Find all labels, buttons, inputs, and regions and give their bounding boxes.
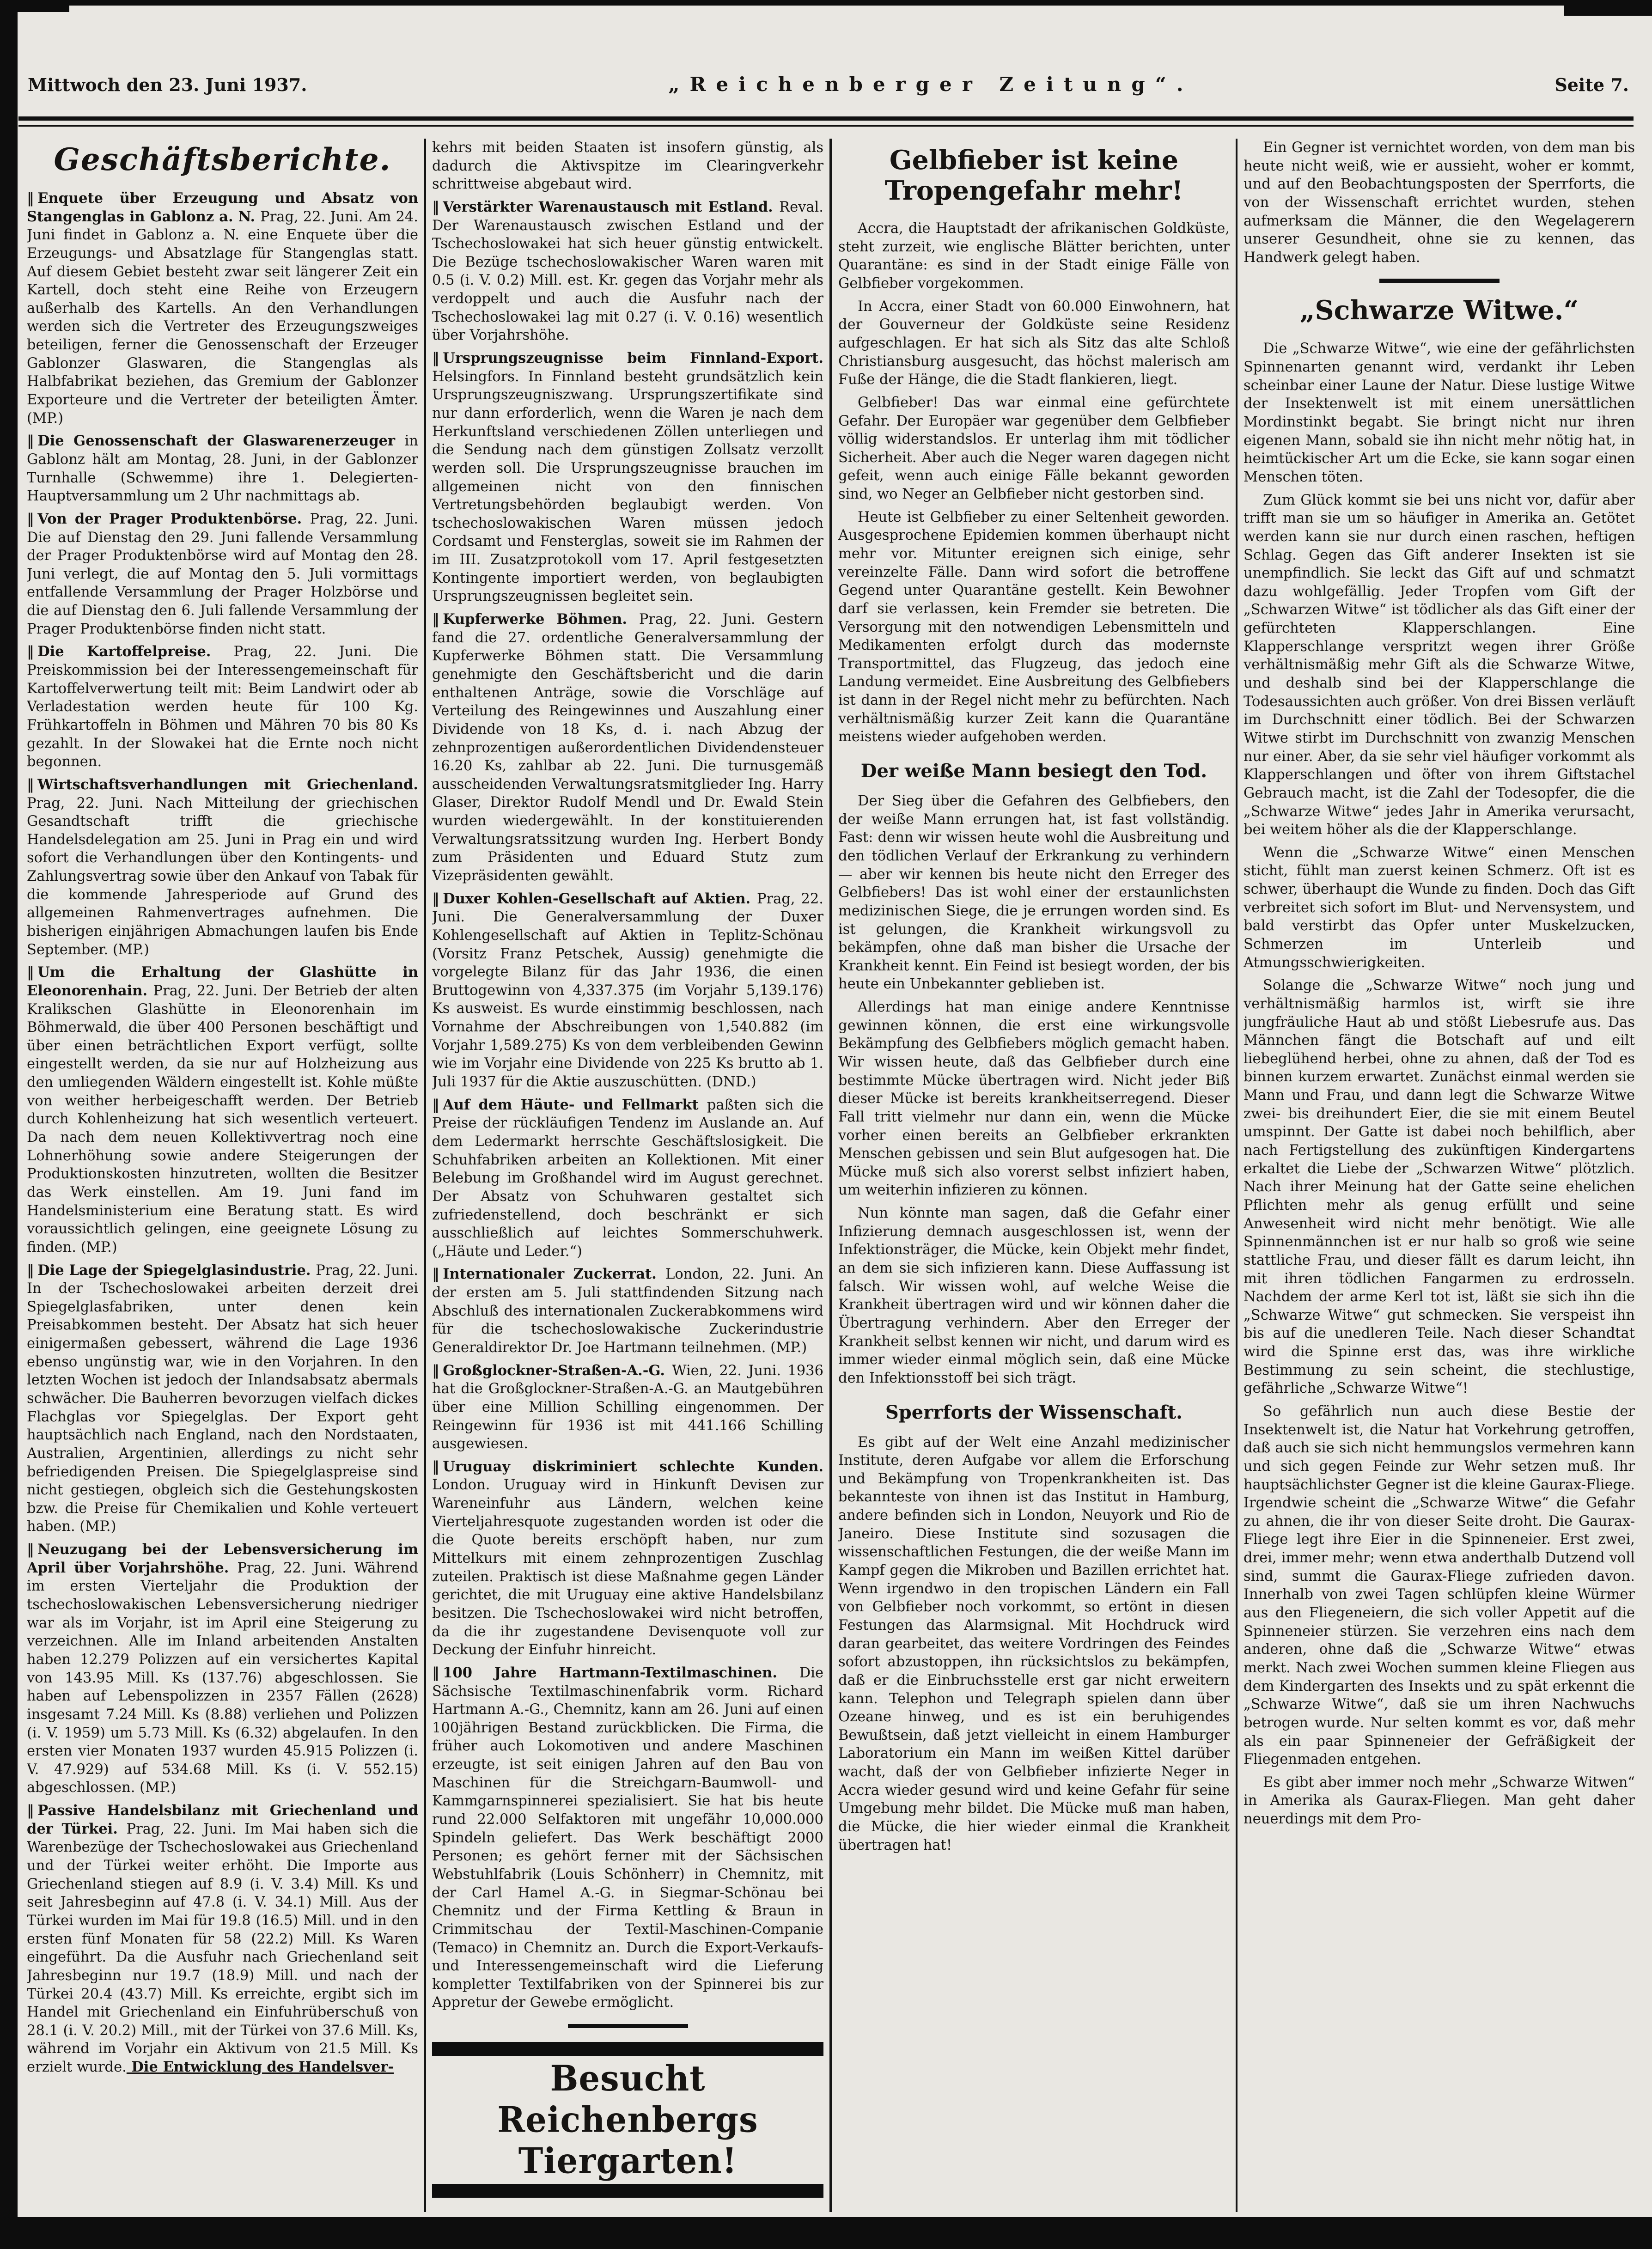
paragraph-mark: ‖ [432, 890, 439, 907]
paragraph-mark: ‖ [432, 1266, 439, 1283]
article-lead: Auf dem Häute- und Fellmarkt [443, 1096, 707, 1113]
article-lead: Duxer Kohlen-Gesellschaft auf Aktien. [443, 890, 757, 907]
paragraph: Accra, die Hauptstadt der afrikanischen Goldküste, steht zurzeit, wie englische Blätter berichten, unter Quarantäne: es sind in der Stadt einige Fälle von Gelbfieber vorgekommen. [838, 220, 1230, 292]
article-paragraph [432, 890, 823, 1091]
issue-date: Mittwoch den 23. Juni 1937. [28, 74, 307, 95]
section-subhead: Sperrforts der Wissenschaft. [885, 1401, 1183, 1423]
article-paragraph [27, 510, 418, 638]
article-text: paßten sich die Preise der rückläufigen Tendenz im Auslande an. Auf dem Ledermarkt herrschte Geschäftslosigkeit. Die Schuhfabriken arbeiten an Kollektionen. Mit einer Belebung im Großhandel wird im August gerechnet. Der Absatz von Schuhwaren gestaltet sich zufriedenstellend, doch beschränkt er sich ausschließlich auf leichtes Sommerschuhwerk. („Häute und Leder.“) [432, 1097, 823, 1260]
column-3-yellow-fever-article [838, 139, 1230, 2212]
article-lead: Die Kartoffelpreise. [37, 643, 234, 660]
article-lead: 100 Jahre Hartmann-Textilmaschinen. [443, 1664, 799, 1681]
article-paragraph [27, 1262, 418, 1536]
article-paragraph [27, 643, 418, 771]
article-text: in Gablonz hält am Montag, 28. Juni, in der Gablonzer Turnhalle (Schwemme) ihre 1. Delegierten-Hauptversammlung um 2 Uhr nachmittags ab. [27, 433, 418, 505]
article-paragraph [432, 349, 823, 606]
article-text: Prag, 22. Juni. Am 24. Juni findet in Gablonz a. N. eine Enquete über die Erzeugungs- und Absatzlage für Stangenglas statt. Auf diesem Gebiet besteht zwar seit längerer Zeit ein Kartell, doch steht eine Reihe von Erzeugern außerhalb des Kartells. An den Verhandlungen werden sich die Vertreter des Erzeugungszweiges beteiligen, ferner die Genossenschaft der Erzeuger Gablonzer Glaswaren, die Stangenglas als Halbfabrikat beziehen, das Gremium der Gablonzer Exporteure und die Vertreter der beteiligten Ämter. (MP.) [27, 208, 418, 427]
paragraph: Ein Gegner ist vernichtet worden, von dem man bis heute nicht weiß, wie er aussieht, woher er kommt, und auf den Beobachtungsposten der Sperrforts, die von der Wissenschaft errichtet wurden, stehen aufmerksam die Männer, die den Wegelagerern unserer Gesundheit, ohne sie zu kennen, das Handwerk gelegt haben. [1244, 140, 1635, 266]
article-lead: Verstärkter Warenaustausch mit Estland. [443, 198, 780, 215]
article-text: Prag, 22. Juni. Die auf Dienstag den 29. Juni fallende Versammlung der Prager Produktenbörse wird auf Montag den 28. Juni verlegt, die auf Montag den 5. Juli vormittags entfallende Versammlung der Prager Holzbörse und die auf Dienstag den 6. Juli fallende Versammlung der Prager Produktenbörse finden nicht statt. [27, 511, 418, 637]
paragraph: In Accra, einer Stadt von 60.000 Einwohnern, hat der Gouverneur der Goldküste seine Residenz aufgeschlagen. Er hat sich als Sitz das alte Schloß Christiansburg ausgesucht, das höchst malerisch am Fuße der Hänge, die die Stadt flankieren, liegt. [838, 298, 1230, 388]
paragraph: Es gibt aber immer noch mehr „Schwarze Witwen“ in Amerika als Gaurax-Fliegen. Man geht daher neuerdings mit dem Pro- [1244, 1774, 1635, 1828]
paragraph: Nun könnte man sagen, daß die Gefahr einer Infizierung demnach ausgeschlossen ist, wenn der Infektionsträger, die Mücke, kein Objekt mehr findet, an dem sie sich infizieren kann. Diese Auffassung ist falsch. Wir wissen wohl, auf welche Weise die Krankheit übertragen wird und wir können daher die Übertragung verhindern. Aber den Erreger der Krankheit selbst kennen wir nicht, und darum wird es immer wieder einmal möglich sein, daß eine Mücke den Infektionsstoff bei sich trägt. [838, 1205, 1230, 1386]
paragraph-mark: ‖ [27, 433, 34, 450]
column-layout [27, 139, 1635, 2212]
article-paragraph [432, 198, 823, 345]
article-paragraph [27, 1541, 418, 1797]
scan-edge-bottom [0, 2217, 1652, 2249]
paragraph-mark: ‖ [432, 350, 439, 367]
ad-text: Besucht Reichenbergs Tiergarten! [497, 2057, 758, 2182]
article-text: Prag, 22. Juni. Die Preiskommission bei der Interessengemeinschaft für Kartoffelverwertung teilt mit: Beim Landwirt oder ab Verladestation werden heute für 100 Kg. Frühkartoffeln in Böhmen und Mähren 70 bis 80 Ks gezahlt. In der Slowakei hat die Ernte noch nicht begonnen. [27, 644, 418, 770]
article-text: Prag, 22. Juni. Während im ersten Vierteljahr die Produktion der tschechoslowakischen Lebensversicherung niedriger war als im Vorjahr, ist im April eine Steigerung zu verzeichnen. Alle im Inland arbeitenden Anstalten haben 12.279 Polizzen auf ein versichertes Kapital von 143.95 Mill. Ks (137.76) abgeschlossen. Sie haben auf Lebenspolizzen in 2357 Fällen (2628) insgesamt 7.24 Mill. Ks (8.88) verliehen und Polizzen (i. V. 1959) um 5.73 Mill. Ks (6.32) abgelaufen. In den ersten vier Monaten 1937 wurden 45.915 Polizzen (i. V. 47.929) auf 534.68 Mill. Ks (i. V. 552.15) abgeschlossen. (MP.) [27, 1560, 418, 1796]
column-divider-rule [1236, 139, 1237, 2212]
article-text: London. Uruguay wird in Hinkunft Devisen zur Wareneinfuhr aus Ländern, welchen keine Vierteljahresquote zugestanden worden ist oder die die Quote bereits erschöpft haben, nur zum Mittelkurs mit einem zehnprozentigen Zuschlag zuteilen. Praktisch ist diese Maßnahme gegen Länder gerichtet, die mit Uruguay eine aktive Handelsbilanz besitzen. Die Tschechoslowakei wird nicht betroffen, da die ihr zugestandene Devisenquote voll zur Deckung der Einfuhr hinreicht. [432, 1477, 823, 1658]
scan-edge-left [0, 0, 18, 2249]
article-paragraph [27, 1802, 418, 2077]
paragraph: Solange die „Schwarze Witwe“ noch jung und verhältnismäßig harmlos ist, wirft sie ihre jungfräuliche Haut ab und stößt Liebesrufe aus. Das Männchen fängt die Botschaft auf und eilt liebeglühend herbei, ohne zu ahnen, daß der Tod es binnen kurzem erwartet. Zunächst einmal werden sie Mann und Frau, und dann legt die Schwarze Witwe zwei- bis dreihundert Eier, die sie mit einem Beutel umspinnt. Der Gatte ist dabei noch behilflich, aber nach Fertigstellung des zukünftigen Kindergartens erkaltet die Liebe der „Schwarzen Witwe“ plötzlich. Nach ihrer Meinung hat der Gatte seine ehelichen Pflichten mehr als genug erfüllt und seine Anwesenheit wird nicht mehr benötigt. Wie alle Spinnenmännchen ist er nur halb so groß wie seine stattliche Frau, und dieser fällt es darum leicht, ihn mit ihren tödlichen Fangarmen zu erdrosseln. Nachdem der arme Kerl tot ist, läßt sie sich ihn die „Schwarze Witwe“ gut schmecken. Sie verspeist ihn bis auf die unedleren Teile. Nach dieser Schandtat wird die Spinne erst das, was ihre wirkliche Bestimmung zu sein scheint, die stechlustige, gefährliche „Schwarze Witwe“! [1244, 977, 1635, 1397]
paragraph-mark: ‖ [27, 510, 34, 527]
article-paragraph [27, 432, 418, 506]
paragraph: Allerdings hat man einige andere Kenntnisse gewinnen können, die erst eine wirkungsvolle Bekämpfung des Gelbfiebers möglich gemacht haben. Wir wissen heute, daß das Gelbfieber durch eine bestimmte Mücke übertragen wird. Nicht jeder Biß dieser Mücke ist bereits krankheitserregend. Dieser Fall tritt vielmehr nur dann ein, wenn die Mücke vorher einen bereits an Gelbfieber erkrankten Menschen gebissen und sein Blut aufgesogen hat. Die Mücke muß sich also vorerst selbst infiziert haben, um weiterhin infizieren zu können. [838, 999, 1230, 1199]
catchline: Die Entwicklung des Handelsver- [126, 2059, 394, 2076]
article-lead: Um die Erhaltung der Glashütte in Eleonorenhain. [27, 964, 418, 999]
article-text: Wien, 22. Juni. 1936 hat die Großglockner-Straßen-A.-G. an Mautgebühren über eine Million Schilling eingenommen. Der Reingewinn für 1936 ist mit 441.166 Schilling ausgewiesen. [432, 1362, 823, 1452]
paragraph-mark: ‖ [432, 1362, 439, 1379]
column-2-business-reports [432, 139, 823, 2212]
paragraph: Die „Schwarze Witwe“, wie eine der gefährlichsten Spinnenarten genannt wird, verdankt ihr Leben scheinbar einer Laune der Natur. Diese lustige Witwe der Insektenwelt ist mit einem unersättlichen Mordinstinkt begabt. Sie bringt nicht nur ihren eigenen Mann, sobald sie ihn nicht mehr nötig hat, in heimtückischer Art um die Ecke, sie kann sogar einen Menschen töten. [1244, 341, 1635, 485]
article-paragraph [27, 776, 418, 959]
paragraph-mark: ‖ [432, 1664, 439, 1681]
paragraph: Heute ist Gelbfieber zu einer Seltenheit geworden. Ausgesprochene Epidemien kommen überhaupt nicht mehr vor. Mitunter ereignen sich einige, sehr vereinzelte Fälle. Dann wird sofort die betroffene Gegend unter Quarantäne gestellt. Kein Bewohner darf sie verlassen, kein Fremder sie betreten. Die Versorgung mit den notwendigen Lebensmitteln und Medikamenten erfolgt durch das modernste Transportmittel, das Flugzeug, das jedoch eine Landung vermeidet. Eine Ausbreitung des Gelbfiebers ist dann in der Regel nicht mehr zu befürchten. Nach verhältnismäßig kurzer Zeit kann die Quarantäne meistens wieder aufgehoben werden. [838, 509, 1230, 745]
article-text: Helsingfors. In Finnland besteht grundsätzlich kein Ursprungszeugniszwang. Ursprungszertifikate sind nur dann erforderlich, wenn die Waren je nach dem Herkunftsland verschiedenen Zöllen unterliegen und die Sendung nach dem günstigen Zollsatz verzollt werden soll. Die Ursprungszeugnisse brauchen im allgemeinen nicht von den finnischen Vertretungsbehörden beglaubigt werden. Von tschechoslowakischen Waren müssen jedoch Cordsamt und Fensterglas, soweit sie im Rahmen der im III. Zusatzprotokoll vom 17. April festgesetzten Kontingente importiert werden, von beglaubigten Ursprungszeugnissen begleitet sein. [432, 368, 823, 605]
article-headline: „Schwarze Witwe.“ [1299, 295, 1579, 326]
paragraph: Gelbfieber! Das war einmal eine gefürchtete Gefahr. Der Europäer war gegenüber dem Gelbfieber völlig widerstandslos. Er unterlag ihm mit tödlicher Sicherheit. Aber auch die Neger waren dagegen nicht gefeit, wenn auch einige Fälle bekannt geworden sind, wo Neger an Gelbfieber nicht gestorben sind. [838, 394, 1230, 503]
article-paragraph [27, 963, 418, 1256]
article-text: Prag, 22. Juni. Im Mai haben sich die Warenbezüge der Tschechoslowakei aus Griechenland und der Türkei weiter erhöht. Die Importe aus Griechenland stiegen auf 8.9 (i. V. 3.4) Mill. Ks und seit Jahresbeginn auf 47.8 (i. V. 34.1) Mill. Aus der Türkei wurden im Mai für 19.8 (16.5) Mill. und in den ersten fünf Monaten für 58 (22.2) Mill. Ks Waren eingeführt. Da die Ausfuhr nach Griechenland seit Jahresbeginn nur 19.7 (18.9) Mill. und nach der Türkei 20.4 (43.7) Mill. Ks erreichte, ergibt sich im Handel mit Griechenland ein Einfuhrüberschuß von 28.1 (i. V. 20.2) Mill., mit der Türkei von 37.6 Mill. Ks, während im Vorjahr ein Aktivum von 21.5 Mill. Ks erzielt wurde. [27, 1821, 418, 2076]
article-text: Prag, 22. Juni. Die Generalversammlung der Duxer Kohlengesellschaft auf Aktien in Teplitz-Schönau (Vorsitz Franz Petschek, Aussig) genehmigte die vorgelegte Bilanz für das Jahr 1936, die einen Bruttogewinn von 4,337.375 (im Vorjahr 5,139.176) Ks ausweist. Es wurde einstimmig beschlossen, nach Vornahme der Abschreibungen von 1,540.882 (im Vorjahr 1,589.275) Ks von dem verbleibenden Gewinn wie im Vorjahr eine Dividende von 225 Ks brutto ab 1. Juli 1937 für die Aktie auszuschütten. (DND.) [432, 890, 823, 1091]
paragraph-mark: ‖ [27, 776, 34, 793]
paragraph: Es gibt auf der Welt eine Anzahl medizinischer Institute, deren Aufgabe vor allem die Erforschung und Bekämpfung von Tropenkrankheiten ist. Das bekannteste von ihnen ist das Institut in Hamburg, andere befinden sich in London, Neuyork und Rio de Janeiro. Diese Institute sind sozusagen die wissenschaftlichen Festungen, die der weiße Mann im Kampf gegen die Mikroben und Bazillen errichtet hat. Wenn irgendwo in den tropischen Ländern ein Fall von Gelbfieber noch vorkommt, so ertönt in diesen Festungen das Alarmsignal. Mit Hochdruck wird daran gearbeitet, das weitere Vordringen des Feindes sofort abzustoppen, ihn rücksichtslos zu bekämpfen, daß er die Einbruchsstelle erst gar nicht erweitern kann. Telephon und Telegraph spielen dann über Ozeane hinweg, und es ist ein beruhigendes Bewußtsein, daß jetzt vielleicht in einem Hamburger Laboratorium ein Mann im weißen Kittel darüber wacht, daß der von Gelbfieber infizierte Neger in Accra wieder gesund wird und keine Gefahr für seine Umgebung mehr bildet. Die Mücke muß man haben, die Mücke, die hier wieder einmal die Krankheit übertragen hat! [838, 1434, 1230, 1853]
ad-bar-bottom [432, 2184, 823, 2198]
paragraph: So gefährlich nun auch diese Bestie der Insektenwelt ist, die Natur hat Vorkehrung getroffen, daß auch sie sich nicht hemmungslos vermehren kann und sich gegen Feinde zur Wehr setzen muß. Ihr hauptsächlichster Gegner ist die kleine Gaurax-Fliege. Irgendwie scheint die „Schwarze Witwe“ die Gefahr zu ahnen, die ihr von dieser Seite droht. Die Gaurax-Fliege legt ihre Eier in die Spinneneier. Erst zwei, drei, immer mehr; wenn etwa anderthalb Dutzend voll sind, summt die Gaurax-Fliege zufrieden davon. Innerhalb von zwei Tagen schlüpfen kleine Würmer aus den Fliegeneiern, die sich voller Appetit auf die Spinneneier stürzen. Sie verzehren eins nach dem anderen, ohne daß die „Schwarze Witwe“ etwas merkt. Nach zwei Wochen summen kleine Fliegen aus dem Kindergarten des Insekts und zu spät erkennt die „Schwarze Witwe“, daß sie um ihren Nachwuchs betrogen wurde. Nur selten kommt es vor, daß mehr als ein paar Spinneneier der Gefräßigkeit der Fliegenmaden entgehen. [1244, 1403, 1635, 1768]
article-lead: Enquete über Erzeugung und Absatz von Stangenglas in Gablonz a. N. [27, 190, 418, 225]
masthead-title: „Reichenberger Zeitung“. [668, 73, 1194, 96]
article-lead: Großglockner-Straßen-A.-G. [443, 1362, 672, 1379]
article-text: Die Sächsische Textilmaschinenfabrik vorm. Richard Hartmann A.-G., Chemnitz, kann am 26. Juni auf einen 100jährigen Bestand zurückblicken. Die Firma, die früher auch Lokomotiven und andere Maschinen erzeugte, ist seit einigen Jahren auf den Bau von Maschinen für die Streichgarn-Baumwoll- und Kammgarnspinnerei spezialisiert. Sie hat bis heute rund 22.000 Selfaktoren mit ungefähr 10,000.000 Spindeln geliefert. Das Werk beschäftigt 2000 Personen; es gehört ferner mit der Sächsischen Webstuhlfabrik (Louis Schönherr) in Chemnitz, mit der Carl Hamel A.-G. in Siegmar-Schönau bei Chemnitz und der Firma Kettling & Braun in Crimmitschau der Textil-Maschinen-Companie (Temaco) in Chemnitz an. Durch die Export-Verkaufs- und Interessengemeinschaft wird die Lieferung kompletter Textilfabriken von der Spinnerei bis zur Appretur der Gewebe ermöglicht. [432, 1664, 823, 2011]
article-lead: Von der Prager Produktenbörse. [37, 510, 310, 527]
header-double-rule [18, 116, 1634, 127]
article-paragraph [27, 189, 418, 427]
article-lead: Uruguay diskriminiert schlechte Kunden. [443, 1458, 823, 1475]
page-number: Seite 7. [1554, 74, 1629, 95]
continuation-paragraph: kehrs mit beiden Staaten ist insofern günstig, als dadurch die Aktivspitze im Clearingverkehr schrittweise abgebaut wird. [432, 140, 823, 193]
article-lead: Die Lage der Spiegelglasindustrie. [37, 1262, 316, 1279]
ad-bar-top [432, 2042, 823, 2056]
paragraph: Wenn die „Schwarze Witwe“ einen Menschen sticht, fühlt man zuerst keinen Schmerz. Oft ist es schwer, überhaupt die Wunde zu finden. Doch das Gift verbreitet sich sofort im Blut- und Nervensystem, und bald verstirbt das Opfer unter Muskelzucken, Schmerzen im Unterleib und Atmungsschwierigkeiten. [1244, 844, 1635, 971]
divider-rule [1379, 279, 1500, 283]
article-text: Prag, 22. Juni. Der Betrieb der alten Kralikschen Glashütte in Eleonorenhain im Böhmerwald, die über 400 Personen beschäftigt und über einen beträchtlichen Export verfügt, sollte eingestellt werden, da sie nur auf Holzheizung aus den umliegenden Wäldern eingestellt ist. Kohle müßte von weither herbeigeschafft werden. Der Betrieb durch Kohlenheizung hat sich wesentlich verteuert. Da nach dem neuen Kollektivvertrag noch eine Lohnerhöhung sowie andere Steigerungen der Produktionskosten hinzutreten, wollten die Besitzer das Werk einstellen. Am 19. Juni fand im Handelsministerium eine Beratung statt. Es wird voraussichtlich gelingen, eine geeignete Lösung zu finden. (MP.) [27, 982, 418, 1256]
paragraph-mark: ‖ [432, 1096, 439, 1113]
article-lead: Passive Handelsbilanz mit Griechenland und der Türkei. [27, 1802, 418, 1837]
column-divider-rule [829, 139, 832, 2212]
column-4-black-widow-article [1244, 139, 1635, 2212]
section-subhead: Der weiße Mann besiegt den Tod. [860, 760, 1207, 782]
paragraph: Zum Glück kommt sie bei uns nicht vor, dafür aber trifft man sie um so häufiger in Amerika an. Getötet werden kann sie nur durch einen raschen, heftigen Schlag. Gegen das Gift anderer Insekten ist sie unempfindlich. Sie leckt das Gift auf und schmatzt dazu wohlgefällig. Jeder Tropfen vom Gift der „Schwarzen Witwe“ ist tödlicher als das Gift einer der gefürchteten Klapperschlangen. Eine Klapperschlange verspritzt wegen ihrer Größe verhältnismäßig mehr Gift als die Schwarze Witwe, und deshalb sind bei der Klapperschlange die Todesaussichten auch größer. Von drei Bissen verläuft im Durchschnitt einer tödlich. Bei der Schwarzen Witwe stirbt im Durchschnitt von zwanzig Menschen nur einer. Aber, da sie sehr viel häufiger vorkommt als Klapperschlangen und öfter von ihrem Giftstachel Gebrauch macht, ist die Zahl der Todesopfer, die die „Schwarze Witwe“ jedes Jahr in Amerika verursacht, bei weitem höher als die der Klapperschlange. [1244, 492, 1635, 838]
column-section-title: Geschäftsberichte. [54, 141, 391, 177]
paragraph-mark: ‖ [432, 198, 439, 215]
scan-edge-top [0, 0, 1652, 6]
paragraph-mark: ‖ [27, 643, 34, 660]
article-paragraph [432, 1362, 823, 1453]
paragraph-mark: ‖ [27, 1262, 34, 1279]
article-lead: Kupferwerke Böhmen. [443, 611, 639, 628]
divider-rule [568, 2024, 688, 2028]
article-lead: Wirtschaftsverhandlungen mit Griechenland. [37, 776, 418, 793]
article-lead: Ursprungszeugnisse beim Finnland-Export. [443, 350, 823, 367]
article-paragraph [432, 1664, 823, 2012]
paragraph-mark: ‖ [432, 611, 439, 628]
paragraph-mark: ‖ [27, 1541, 34, 1558]
article-text: Prag, 22. Juni. In der Tschechoslowakei arbeiten derzeit drei Spiegelglasfabriken, unter denen kein Preisabkommen besteht. Der Absatz hat sich heuer einigermaßen gebessert, während die Lage 1936 ebenso ungünstig war, wie in den Vorjahren. In den letzten Wochen ist jedoch der Inlandsabsatz abermals schwächer. Die Bauherren bevorzugen vielfach dickes Flachglas vor Spiegelglas. Der Export geht hauptsächlich nach England, nach den Nordstaaten, Australien, Argentinien, allerdings zu nicht sehr befriedigenden Preisen. Die Spiegelglaspreise sind nicht gestiegen, obgleich sich die Gestehungskosten bzw. die Preise für Chemikalien und Kohle verteuert haben. (MP.) [27, 1262, 418, 1535]
paragraph-mark: ‖ [27, 964, 34, 981]
article-lead: Internationaler Zuckerrat. [443, 1266, 666, 1283]
article-headline: Gelbfieber ist keine Tropengefahr mehr! [884, 145, 1183, 206]
column-divider-rule [424, 139, 426, 2212]
article-text: Reval. Der Warenaustausch zwischen Estland und der Tschechoslowakei hat sich heuer günstig entwickelt. Die Bezüge tschechoslowakischer Waren waren mit 0.5 (i. V. 0.2) Mill. est. Kr. gegen das Vorjahr mehr als verdoppelt und auch die Ausfuhr nach der Tschechoslowakei lag mit 0.27 (i. V. 0.16) wesentlich über Vorjahrshöhe. [432, 199, 823, 344]
article-paragraph [432, 1265, 823, 1357]
article-text: Prag, 22. Juni. Gestern fand die 27. ordentliche Generalversammlung der Kupferwerke Böhmen statt. Die Versammlung genehmigte den Geschäftsbericht und die darin enthaltenen Anträge, sowie die Vorschläge auf Verteilung des Reingewinnes und Auszahlung einer Dividende von 18 Ks, d. i. nach Abzug der zehnprozentigen außerordentlichen Dividendensteuer 16.20 Ks, zahlbar ab 22. Juni. Die turnusgemäß ausscheidenden Verwaltungsratsmitglieder Ing. Harry Glaser, Direktor Rudolf Mendl und Dr. Ewald Stein wurden wiedergewählt. In der konstituierenden Verwaltungsratssitzung wurden Ing. Herbert Bondy zum Präsidenten und Eduard Stutz zum Vizepräsidenten gewählt. [432, 611, 823, 884]
paragraph: Der Sieg über die Gefahren des Gelbfiebers, den der weiße Mann errungen hat, ist fast vollständig. Fast: denn wir wissen heute wohl die Ausbreitung und den tödlichen Verlauf der Erkrankung zu verhindern — aber wir kennen bis heute nicht den Erreger des Gelbfiebers! Das ist wohl einer der erstaunlichsten medizinischen Siege, die je errungen worden sind. Es ist gelungen, die Krankheit wirkungsvoll zu bekämpfen, ohne daß man bisher die Ursache der Krankheit kennt. Ein Feind ist besiegt worden, der bis heute ein Unbekannter geblieben ist. [838, 793, 1230, 993]
article-text: London, 22. Juni. An der ersten am 5. Juli stattfindenden Sitzung nach Abschluß des internationalen Zuckerabkommens wird für die tschechoslowakische Zuckerindustrie Generaldirektor Dr. Joe Hartmann teilnehmen. (MP.) [432, 1266, 823, 1356]
paragraph-mark: ‖ [27, 1802, 34, 1819]
column-1-business-reports [27, 139, 418, 2212]
paragraph-mark: ‖ [27, 190, 34, 207]
article-paragraph [432, 1458, 823, 1659]
article-text: Prag, 22. Juni. Nach Mitteilung der griechischen Gesandtschaft trifft die griechische Handelsdelegation am 25. Juni in Prag ein und wird sofort die Verhandlungen über den Kontingents- und Zahlungsvertrag sowie über den Ankauf von Tabak für die kommende Jahresperiode auf Grund des allgemeinen Rahmenvertrages aufnehmen. Die bisherigen einjährigen Abmachungen laufen bis Ende September. (MP.) [27, 795, 418, 958]
article-lead: Neuzugang bei der Lebensversicherung im April über Vorjahrshöhe. [27, 1541, 418, 1576]
paragraph-mark: ‖ [432, 1458, 439, 1475]
ad-banner [432, 2042, 823, 2198]
page-header [28, 73, 1629, 96]
article-paragraph [432, 610, 823, 885]
scan-edge-top-right [1564, 0, 1652, 16]
article-lead: Die Genossenschaft der Glaswarenerzeuger [37, 433, 405, 450]
article-paragraph [432, 1096, 823, 1261]
